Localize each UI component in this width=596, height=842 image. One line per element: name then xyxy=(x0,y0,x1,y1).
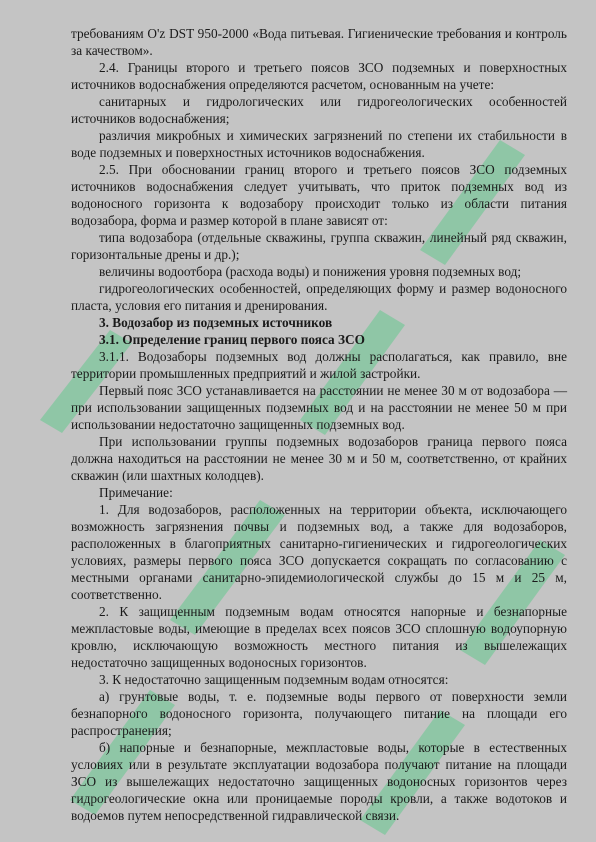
paragraph: а) грунтовые воды, т. е. подземные воды первого от поверхности земли безнапорного водоносного горизонта, получающего питание на площади его распространения; xyxy=(71,689,567,738)
paragraph: 2. К защищенным подземным водам относятся напорные и безнапорные межпластовые воды, имеющие в пределах всех поясов ЗСО сплошную водоупорную кровлю, исключающую возможность местного питания из вышележащих недостаточно защищенных водоносных горизонтов. xyxy=(71,604,567,670)
paragraph: 1. Для водозаборов, расположенных на территории объекта, исключающего возможность загрязнения почвы и подземных вод, а также для водозаборов, расположенных в благоприятных санитарно-гигиенических и гидрогеологических условиях, размеры первого пояса ЗСО допускается сокращать по согласованию с местными органами санитарно-эпидемиологической службы до 15 м и 25 м, соответственно. xyxy=(71,502,567,602)
paragraph: При использовании группы подземных водозаборов граница первого пояса должна находиться на расстоянии не менее 30 м и 50 м, соответственно, от крайних скважин (или шахтных колодцев). xyxy=(71,434,567,483)
paragraph: различия микробных и химических загрязнений по степени их стабильности в воде подземных и поверхностных источников водоснабжения. xyxy=(71,128,567,160)
document-body xyxy=(71,25,567,824)
paragraph: санитарных и гидрологических или гидрогеологических особенностей источников водоснабжения; xyxy=(71,94,567,126)
paragraph: требованиям O'z DST 950-2000 «Вода питьевая. Гигиенические требования и контроль за качеством». xyxy=(71,26,567,58)
paragraph: 3. К недостаточно защищенным подземным водам относятся: xyxy=(99,672,449,687)
paragraph: 2.5. При обосновании границ второго и третьего поясов ЗСО подземных источников водоснабжения следует учитывать, что приток подземных вод из водоносного горизонта к водозабору происходит только из области питания водозабора, форма и размер которой в плане зависят от: xyxy=(71,162,567,228)
section-heading: 3. Водозабор из подземных источников xyxy=(99,315,333,330)
paragraph: типа водозабора (отдельные скважины, группа скважин, линейный ряд скважин, горизонтальные дрены и др.); xyxy=(71,230,567,262)
paragraph: Примечание: xyxy=(99,485,173,500)
paragraph: Первый пояс ЗСО устанавливается на расстоянии не менее 30 м от водозабора — при использовании защищенных подземных вод и на расстоянии не менее 50 м при использовании недостаточно защищенных подземных вод. xyxy=(71,383,567,432)
paragraph: б) напорные и безнапорные, межпластовые воды, которые в естественных условиях или в результате эксплуатации водозабора получают питание на площади ЗСО из вышележащих недостаточно защищенных водоносных горизонтов через гидрогеологические окна или проницаемые породы кровли, а также водотоков и водоемов путем непосредственной гидравлической связи. xyxy=(71,740,567,823)
paragraph: величины водоотбора (расхода воды) и понижения уровня подземных вод; xyxy=(99,264,522,279)
paragraph: 3.1.1. Водозаборы подземных вод должны располагаться, как правило, вне территории промышленных предприятий и жилой застройки. xyxy=(71,349,567,381)
paragraph: 2.4. Границы второго и третьего поясов ЗСО подземных и поверхностных источников водоснабжения определяются расчетом, основанным на учете: xyxy=(71,60,567,92)
section-heading: 3.1. Определение границ первого пояса ЗСО xyxy=(99,332,365,347)
paragraph: гидрогеологических особенностей, определяющих форму и размер водоносного пласта, условия его питания и дренирования. xyxy=(71,281,567,313)
